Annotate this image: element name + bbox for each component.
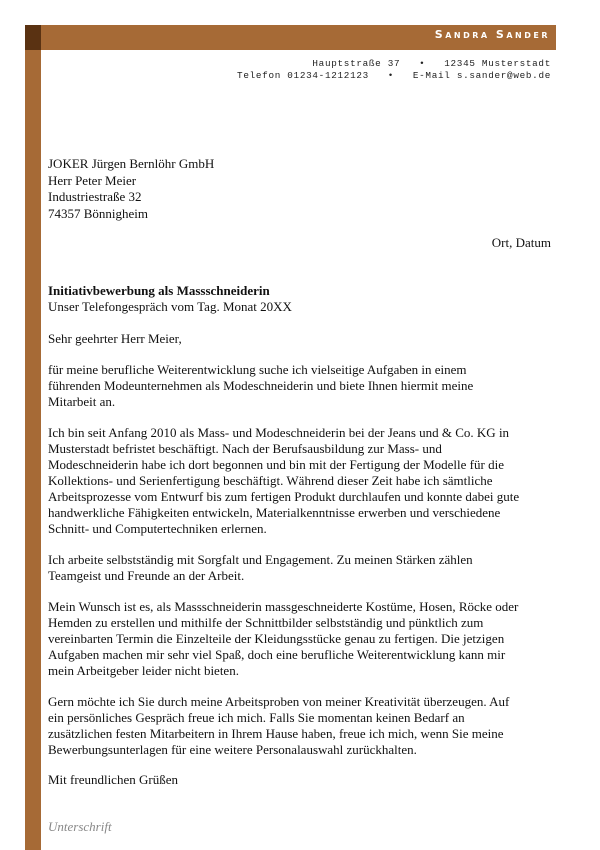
body-paragraph [48,425,553,537]
recipient-company: JOKER Jürgen Bernlöhr GmbH [48,156,215,171]
paragraph-line: Mitarbeit an. [48,394,116,409]
paragraph-line: Arbeitsprozesse vom Entwurf bis zum fertigen Produkt durchlaufen und konnte dabei gute [48,489,520,504]
paragraph-line: Ich arbeite selbstständig mit Sorgfalt und Engagement. Zu meinen Stärken zählen [48,552,473,567]
paragraph-line: Gern möchte ich Sie durch meine Arbeitsproben von meiner Kreativität überzeugen. Auf [48,694,510,709]
paragraph-line: Teamgeist und Freunde an der Arbeit. [48,568,245,583]
paragraph-line: für meine berufliche Weiterentwicklung suche ich vielseitige Aufgaben in einem [48,362,467,377]
paragraph-line: Kollektions- und Serienfertigung beschäftigt. Während dieser Zeit habe ich sämtliche [48,473,493,488]
body-paragraph [48,362,553,410]
paragraph-line: mein Arbeitgeber leider nicht bieten. [48,663,239,678]
paragraph-line: handwerkliche Fähigkeiten entwickeln, Materialkenntnisse erwerben und verschiedene [48,505,501,520]
paragraph-line: führenden Modeunternehmen als Modeschneiderin und biete Ihnen hiermit meine [48,378,474,393]
closing: Mit freundlichen Grüßen [48,772,178,787]
signature-placeholder: Unterschrift [48,819,112,834]
sender-contact: Telefon 01234-1212123 • E-Mail s.sander@web.de [237,70,551,81]
paragraph-line: Bewerbungsunterlagen für eine weitere Personalauswahl zurückhalten. [48,742,417,757]
left-accent-bar [25,25,41,850]
paragraph-line: vereinbarten Termin die Einzelteile der Kleidungsstücke genau zu fertigen. Die jetzigen [48,631,505,646]
paragraph-line: Mein Wunsch ist es, als Massschneiderin massgeschneiderte Kostüme, Hosen, Röcke oder [48,599,519,614]
body-paragraph [48,552,553,584]
subject-reference: Unser Telefongespräch vom Tag. Monat 20XX [48,299,292,314]
sender-name: Sandra Sander [434,28,550,41]
paragraph-line: zusätzlichen festen Mitarbeitern in Ihrem Hause haben, freue ich mich, wenn Sie meine [48,726,504,741]
place-date: Ort, Datum [491,235,551,250]
paragraph-line: Modeschneiderin habe ich dort begonnen und bin mit der Fertigung der Modelle für die [48,457,504,472]
recipient-city: 74357 Bönnigheim [48,205,149,221]
body-paragraph [48,599,553,679]
paragraph-line: Aufgaben machen mir sehr viel Spaß, doch eine berufliche Weiterentwicklung kann mir [48,647,506,662]
paragraph-line: Ich bin seit Anfang 2010 als Mass- und Modeschneiderin bei der Jeans und & Co. KG in [48,425,510,440]
body-paragraph [48,694,553,758]
subject-title: Initiativbewerbung als Massschneiderin [48,283,270,298]
paragraph-line: ein persönliches Gespräch freue ich mich. Falls Sie momentan keinen Bedarf an [48,710,465,725]
paragraph-line: Schnitt- und Computertechniken erlernen. [48,521,267,536]
salutation: Sehr geehrter Herr Meier, [48,331,182,346]
recipient-person: Herr Peter Meier [48,172,137,188]
sender-address: Hauptstraße 37 • 12345 Musterstadt [312,58,551,69]
corner-accent-block [25,25,41,50]
subject-block [48,283,292,315]
paragraph-line: Hemden zu erstellen und mithilfe der Schnittbilder selbstständig und pünktlich zum [48,615,484,630]
paragraph-line: Musterstadt befristet beschäftigt. Nach der Berufsausbildung zur Mass- und [48,441,442,456]
recipient-street: Industriestraße 32 [48,189,142,204]
recipient-address [48,156,214,222]
letterhead-bar [41,25,556,50]
